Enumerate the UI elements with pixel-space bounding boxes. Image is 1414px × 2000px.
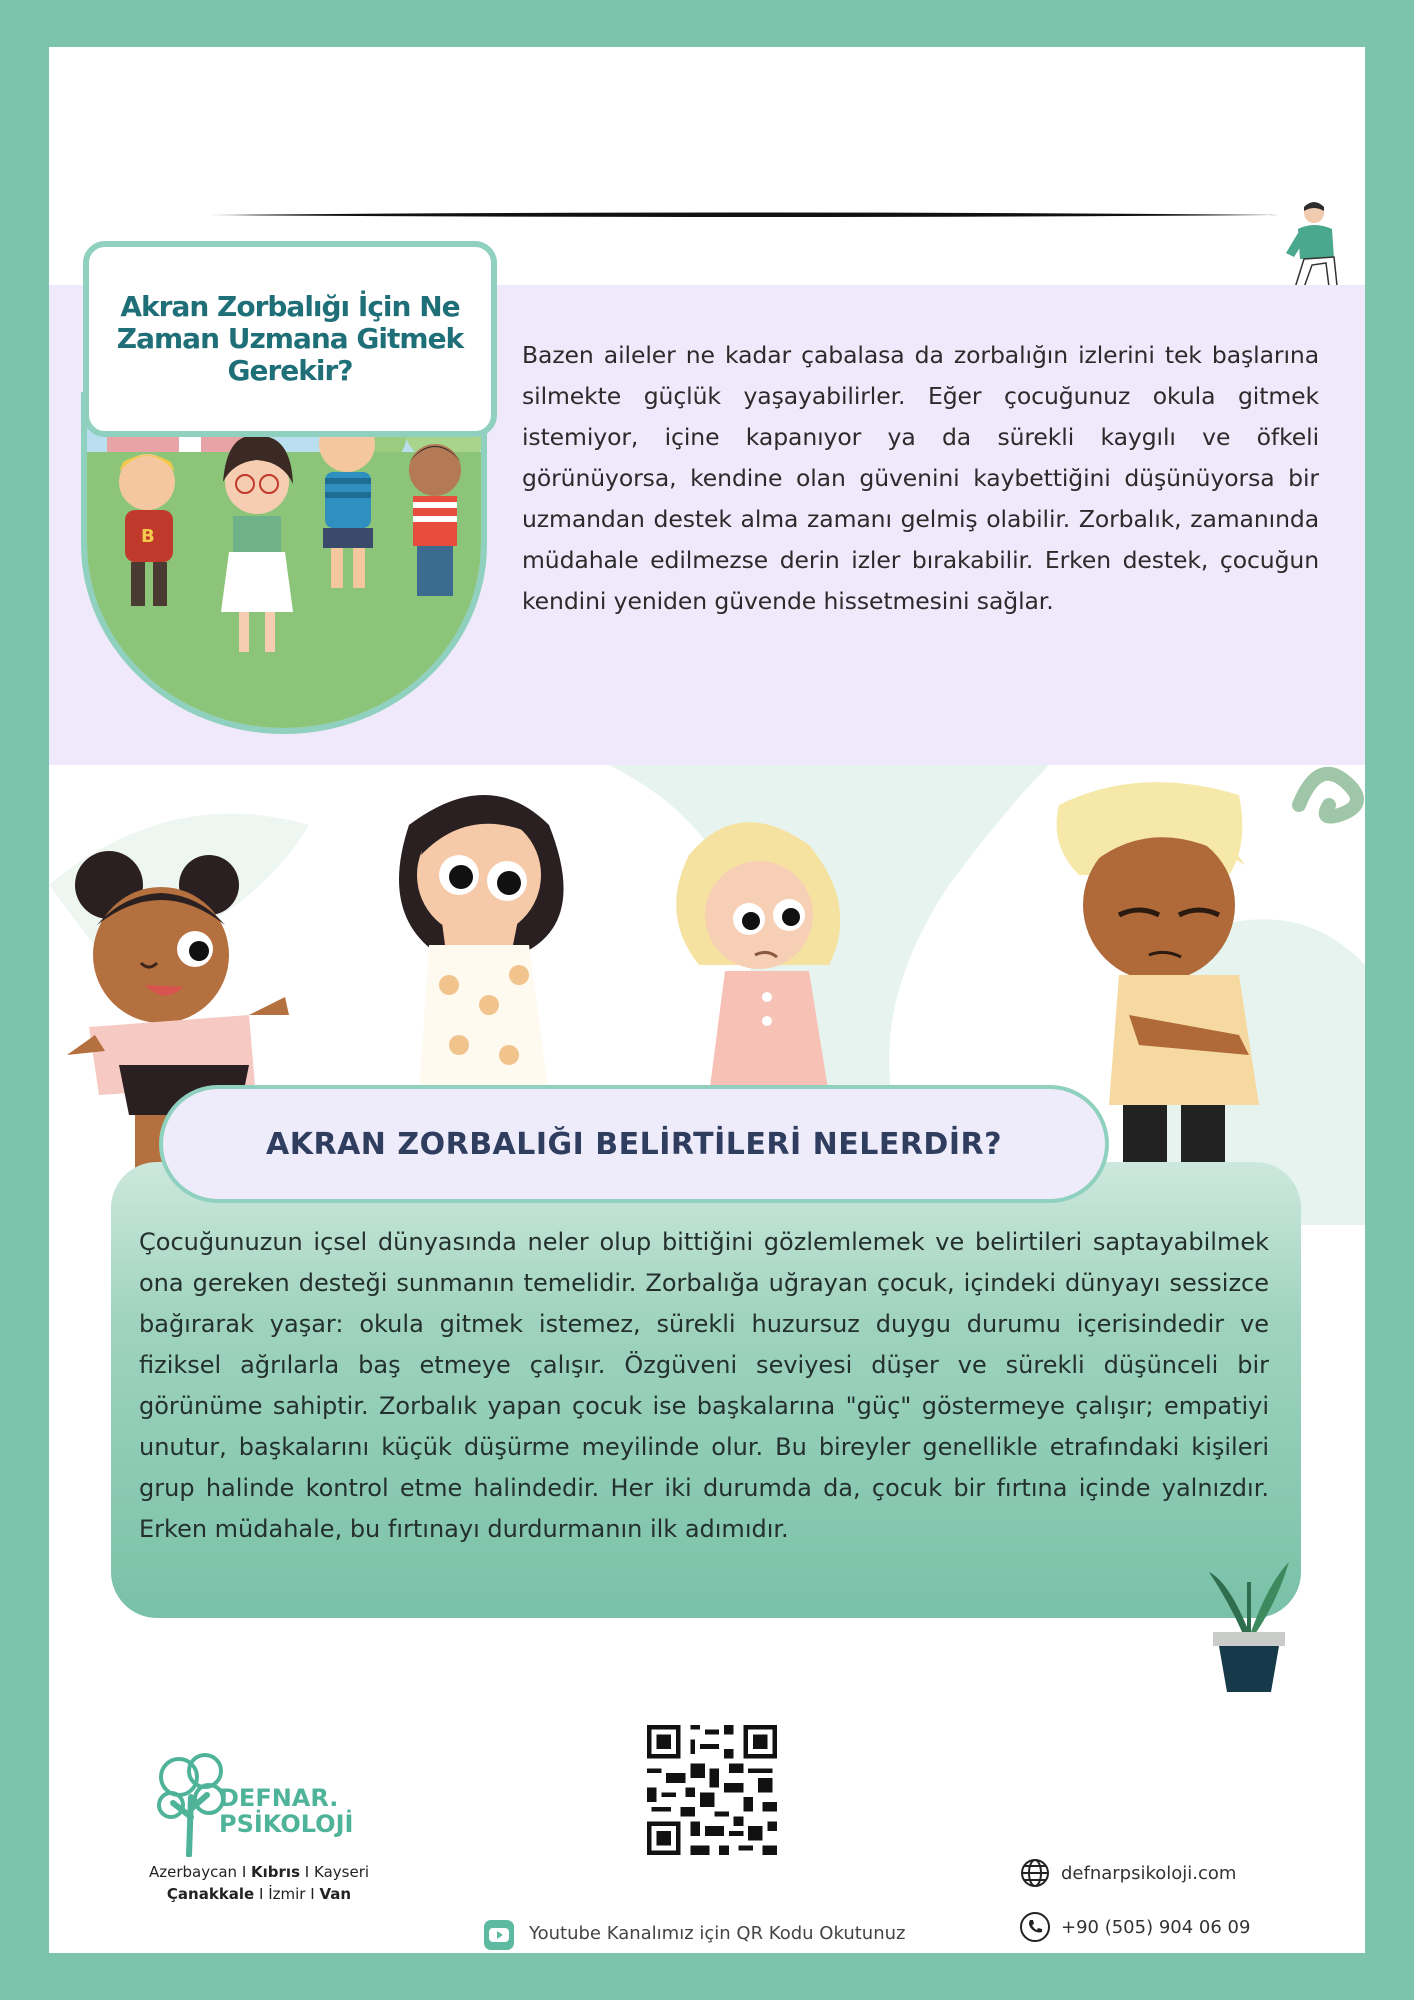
qr-code[interactable]: [642, 1720, 782, 1860]
section-paragraph: Çocuğunuzun içsel dünyasında neler olup bittiğini gözlemlemek ve belirtileri saptayabilmek ona gereken desteği sunmanın temelidir. Zorbalığa uğrayan çocuk, içindeki dünyayı sessizce bağırarak yaşar: okula gitmek istemez, sürekli huzursuz duygu durumu içerisindedir ve fiziksel ağrılarla baş etmeye çalışır. Özgüveni seviyesi düşer ve sürekli düşünceli bir görünüme sahiptir. Zorbalık yapan çocuk ise başkalarına "güç" göstermeye çalışır; empatiyi unutur, başkalarını küçük düşürme meyilinde olur. Bu bireyler genellikle etrafındaki kişileri grup halinde kontrol etme halindedir. Her iki durumda da, çocuk bir fırtına içinde yalnızdır. Erken müdahale, bu fırtınayı durdurmanın ilk adımıdır.: [139, 1228, 1269, 1543]
section-heading: AKRAN ZORBALIĞI BELİRTİLERİ NELERDİR?: [266, 1126, 1002, 1162]
top-divider: [209, 211, 1279, 219]
qr-caption: Youtube Kanalımız için QR Kodu Okutunuz: [529, 1923, 906, 1944]
poster-page: [49, 47, 1365, 1953]
youtube-icon[interactable]: [483, 1919, 515, 1951]
website-text: defnarpsikoloji.com: [1061, 1862, 1237, 1884]
logo-text: [219, 1785, 353, 1837]
phone-text: +90 (505) 904 06 09: [1061, 1916, 1251, 1938]
svg-text:B: B: [141, 526, 155, 547]
phone-link[interactable]: [1019, 1911, 1250, 1943]
locations-line-1: Azerbaycan I Kıbrıs I Kayseri: [148, 1863, 370, 1881]
phone-icon: [1019, 1911, 1051, 1943]
website-link[interactable]: [1019, 1857, 1236, 1889]
page-title: Akran Zorbalığı İçin Ne Zaman Uzmana Gitmek Gerekir?: [116, 290, 464, 387]
intro-paragraph: Bazen aileler ne kadar çabalasa da zorbalığın izlerini tek başlarına silmekte güçlük yaşayabilirler. Eğer çocuğunuz okula gitmek istemiyor, içine kapanıyor ya da sürekli kaygılı ve öfkeli görünüyorsa, kendine olan güvenini kaybettiğini düşünüyorsa bir uzmandan destek alma zamanı gelmiş olabilir. Zorbalık, zamanında müdahale edilmezse derin izler bırakabilir. Erken destek, çocuğun kendini yeniden güvende hissetmesini sağlar.: [522, 341, 1319, 615]
locations-line-2: Çanakkale I İzmir I Van: [166, 1885, 352, 1903]
plant-icon: [1199, 1542, 1299, 1692]
section-heading-pill: [159, 1085, 1109, 1203]
globe-icon: [1019, 1857, 1051, 1889]
logo-line1: DEFNAR.: [219, 1784, 339, 1812]
title-box: [83, 241, 497, 437]
logo-line2: PSİKOLOJİ: [219, 1810, 354, 1838]
